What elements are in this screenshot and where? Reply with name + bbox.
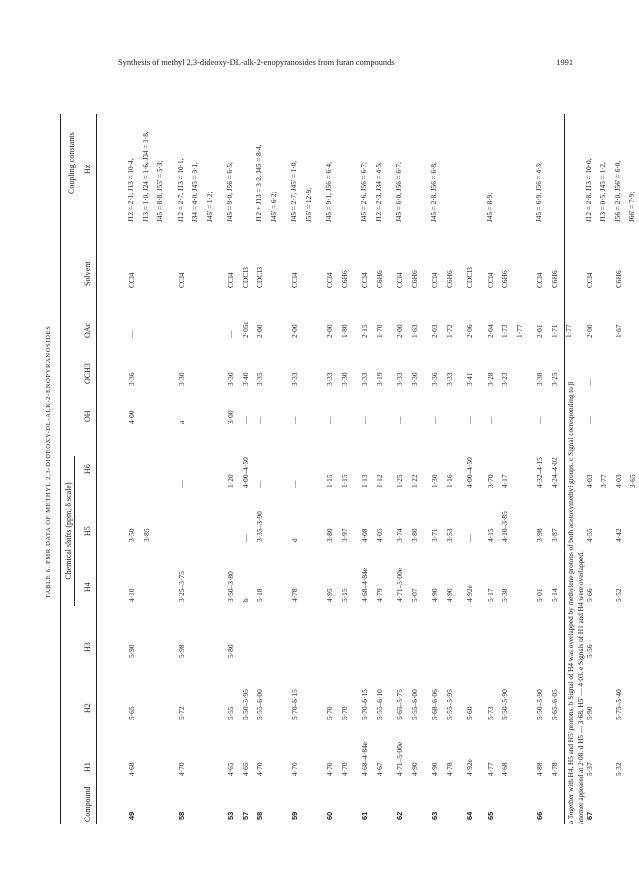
cell-h2: 5·65–5·75: [395, 689, 404, 720]
table-row: [143, 86, 153, 838]
cell-h6: 4·17: [500, 474, 509, 488]
cell-oac: —: [226, 330, 235, 338]
cell-oac: 1·77: [564, 324, 573, 338]
cell-solvent: CCl4: [395, 272, 404, 288]
cell-oac: 2·00: [290, 324, 299, 338]
cell-h5: 4·55: [584, 528, 594, 542]
cell-oh: —: [535, 416, 544, 424]
cell-h4: 4·10: [127, 588, 136, 602]
cell-h4: 5·14: [549, 588, 559, 602]
cell-h2: 5·50–5·90: [500, 689, 509, 720]
cell-oh: —: [360, 416, 369, 424]
cell-oh: —: [325, 416, 334, 424]
cell-h6: 4·00–4·50: [240, 457, 250, 488]
cell-h2: 5·50–5·90: [535, 689, 544, 720]
cell-compound: 57: [240, 811, 250, 820]
cell-h2: 5·70: [325, 706, 334, 720]
cell-coupling: J12 = 2·3, J34 = 4·5;: [374, 161, 383, 222]
cell-coupling: J45 = 2·7, J45' = 1·0,: [290, 160, 298, 222]
cell-h6: 3·77: [599, 474, 608, 488]
col-header-h2: H2: [83, 703, 92, 713]
cell-h2: 5·50–5·95: [240, 689, 250, 720]
cell-h4: b: [240, 598, 250, 602]
cell-compound: 61: [360, 811, 369, 820]
cell-h2: 5·70: [339, 706, 349, 720]
cell-oh: 4·00: [127, 410, 136, 424]
cell-coupling: J45 = 6·0, J56 = 6·7;: [395, 161, 403, 222]
col-header-h5: H5: [83, 526, 92, 536]
cell-coupling: J12 = 2·1, J13 = 10·4,: [127, 158, 135, 222]
cell-och3: 3·23: [500, 372, 509, 386]
cell-och3: 3·33: [360, 372, 369, 386]
table-row: [376, 86, 386, 838]
page-number: 1991: [556, 58, 573, 67]
cell-h4: 4·90: [444, 588, 454, 602]
cell-h1: 5·32: [613, 762, 623, 776]
cell-och3: 3·36: [127, 372, 136, 386]
cell-och3: 3·30: [409, 372, 419, 386]
cell-h1: 4·78: [444, 762, 454, 776]
running-head-title: Synthesis of methyl 2,3-dideoxy-DL-alk-2-enopyranosides from furan compounds: [118, 58, 395, 67]
cell-h6: 4·00–4·50: [465, 457, 474, 488]
cell-och3: 3·33: [395, 372, 404, 386]
cell-coupling: J45 = 2·6, J56 = 6·7;: [360, 161, 368, 222]
cell-h5: 3·97: [339, 528, 349, 542]
table-row: [431, 86, 441, 838]
cell-compound: 67: [584, 811, 594, 820]
cell-h1: 4·88: [535, 762, 544, 776]
table-row: [306, 86, 316, 838]
cell-h6: —: [176, 480, 186, 488]
cell-coupling: J66' = 7·9;: [628, 191, 636, 222]
cell-h1: 4·67: [374, 762, 384, 776]
cell-h4: 5·17: [485, 588, 495, 602]
cell-h4: 4·78: [290, 588, 299, 602]
cell-solvent: CCl4: [584, 272, 594, 288]
table-row: [207, 86, 217, 838]
cell-oac: 2·04: [485, 324, 495, 338]
col-header-och3: OCH3: [83, 363, 92, 384]
cell-och3: —: [584, 378, 594, 386]
cell-h6: —: [255, 480, 264, 488]
cell-h6: 4·24–4·02: [549, 457, 559, 488]
cell-och3: 3·33: [290, 372, 299, 386]
cell-oac: 1·72: [444, 324, 454, 338]
table-row: [411, 86, 421, 838]
table-row: [291, 86, 301, 838]
cell-h4: 4·95: [325, 588, 334, 602]
cell-h1: 4·70: [176, 762, 186, 776]
cell-h6: 1·12: [374, 474, 384, 488]
cell-coupling: J34 = 4·0, J45 = 3·1,: [191, 162, 199, 222]
cell-h4: 5·38: [500, 588, 509, 602]
cell-coupling: J12 = 2·8, J13 = 10·0,: [584, 158, 593, 222]
cell-h6: 1·25: [395, 474, 404, 488]
cell-oac: 2·00: [395, 324, 404, 338]
cell-solvent: C6H6: [339, 270, 349, 288]
cell-h6: 3·70: [485, 474, 495, 488]
cell-h1: 4·70: [255, 762, 264, 776]
cell-coupling: J12 + J13 = 3·2, J45 = 8·4,: [255, 144, 263, 222]
cell-solvent: CCl4: [127, 272, 136, 288]
table-row: [178, 86, 188, 838]
cell-coupling: J13 = 1·0, J24 = 1·6, J34 = 1·8,: [141, 131, 150, 222]
cell-h6: 4·03: [584, 474, 594, 488]
cell-coupling: J45' = 6·2;: [269, 191, 278, 222]
cell-compound: 58: [255, 811, 264, 820]
cell-oac: 2·06: [465, 324, 474, 338]
cell-och3: 3·30: [176, 372, 186, 386]
cell-h3: 5·90: [127, 644, 136, 658]
cell-h5: 3·85: [141, 528, 151, 542]
cell-h2: 5·55–6·00: [409, 689, 419, 720]
table-row: [487, 86, 497, 838]
table-row: [227, 86, 237, 838]
col-header-coupling-unit: Hz: [83, 164, 92, 174]
cell-h2: 5·73: [485, 706, 495, 720]
cell-h5: —: [240, 534, 250, 542]
cell-h4: 4·71–5·00e: [395, 567, 404, 602]
cell-coupling: J56 = 2·0, J56' = 6·0,: [613, 160, 622, 222]
cell-h6: 1·15: [339, 474, 349, 488]
rotated-table: [44, 86, 637, 838]
cell-oac: 1·73: [500, 324, 509, 338]
cell-och3: 3·33: [325, 372, 334, 386]
cell-och3: 3·30: [226, 372, 235, 386]
cell-h4: 5·18: [255, 588, 264, 602]
cell-h4: 3·50–3·80: [226, 571, 235, 602]
cell-oh: 3·00: [226, 410, 235, 424]
table-row: [466, 86, 476, 838]
cell-oh: —: [465, 416, 474, 424]
cell-h1: 4·70: [325, 762, 334, 776]
cell-solvent: C6H6: [549, 270, 559, 288]
cell-coupling: J45 = 6·9, J56 = 4·3;: [535, 161, 543, 222]
cell-h1: 4·92e: [465, 759, 474, 776]
col-header-oac: OAc: [83, 322, 92, 338]
table-row: [516, 86, 526, 838]
cell-oh: —: [430, 416, 439, 424]
cell-oh: —: [584, 416, 594, 424]
cell-h1: 4·68: [500, 762, 509, 776]
cell-oh: —: [485, 416, 495, 424]
table-caption: TABLE 6. PMR DATA OF METHYL 2,3-DIDEOXY-DL-ALK-2-ENOPYRANOSIDES: [45, 325, 52, 599]
cell-h2: 5·55–5·95: [444, 689, 454, 720]
cell-h5: 3·98: [535, 528, 544, 542]
cell-h5: 3·71: [430, 528, 439, 542]
cell-coupling: J45' = 1·2;: [205, 191, 214, 222]
cell-oh: —: [255, 416, 264, 424]
table-header-rule: [96, 114, 97, 824]
cell-compound: 60: [325, 811, 334, 820]
cell-solvent: CCl4: [485, 272, 495, 288]
cell-oac: 1·71: [549, 324, 559, 338]
table-row: [501, 86, 511, 838]
cell-h5: 3·50: [127, 528, 136, 542]
cell-solvent: CCl4: [325, 272, 334, 288]
cell-och3: 3·35: [255, 372, 264, 386]
cell-h2: 5·70–6·15: [360, 689, 369, 720]
cell-h2: 5·70–6·15: [290, 689, 299, 720]
table-top-rule: [60, 114, 61, 824]
cell-h1: 4·90: [409, 762, 419, 776]
cell-h1: 4·68–4·84e: [360, 741, 369, 776]
cell-h2: 5·60: [465, 706, 474, 720]
cell-h4: 4·90: [430, 588, 439, 602]
cell-h3: 5·80: [226, 644, 235, 658]
cell-oac: 2·00: [325, 324, 334, 338]
cell-coupling: J12 = 2·7, J13 = 10·1,: [176, 158, 185, 222]
cell-compound: 63: [430, 811, 439, 820]
cell-compound: 53: [226, 811, 235, 820]
table-footnotes: [566, 104, 586, 824]
cell-h6: 1·20: [226, 474, 235, 488]
cell-h2: 5·55–6·10: [374, 689, 384, 720]
table-row: [586, 86, 596, 838]
cell-compound: 62: [395, 811, 404, 820]
cell-h2: 5·90: [584, 706, 594, 720]
cell-h2: 5·65–6·05: [549, 689, 559, 720]
table-row: [242, 86, 252, 838]
cell-h2: 5·68–6·06: [430, 689, 439, 720]
cell-oac: —: [127, 330, 136, 338]
cell-solvent: CCl4: [176, 272, 186, 288]
cell-h1: 4·90: [430, 762, 439, 776]
cell-solvent: CCl4: [430, 272, 439, 288]
table-row: [600, 86, 610, 838]
cell-och3: 3·30: [339, 372, 349, 386]
cell-coupling: J45 = 9·1, J56 = 6·4;: [325, 161, 333, 222]
cell-och3: 3·25: [549, 372, 559, 386]
table-row: [361, 86, 371, 838]
cell-h3: 5·98: [176, 644, 186, 658]
table-row: [271, 86, 281, 838]
footnote-line: anomer appeared at 2·08. d H5 — 3·68, H5' — 4·03. e Signals of H1 and H4 were overlapped.: [577, 551, 585, 824]
cell-h5: 3·35–3·90: [255, 511, 264, 542]
cell-h1: 4·71–5·00e: [395, 741, 404, 776]
cell-coupling: J45 = 2·8, J56 = 6·8;: [430, 161, 438, 222]
cell-h4: 4·79: [374, 588, 384, 602]
cell-oac: 1·67: [613, 324, 623, 338]
table-row: [551, 86, 561, 838]
cell-h4: 3·25–3·75: [176, 571, 186, 602]
table-row: [615, 86, 625, 838]
table-row: [341, 86, 351, 838]
cell-solvent: C6H6: [500, 270, 509, 288]
col-header-h1: H1: [83, 762, 92, 772]
cell-solvent: CDCl3: [255, 267, 264, 288]
table-row: [256, 86, 266, 838]
cell-h5: 4·05: [374, 528, 384, 542]
table-row: [629, 86, 639, 838]
table-row: [192, 86, 202, 838]
cell-h5: 3·80: [409, 528, 419, 542]
cell-h6: 4·03: [613, 474, 623, 488]
cell-oac: 2·01: [535, 324, 544, 338]
table-row: [396, 86, 406, 838]
table-row: [157, 86, 167, 838]
cell-h6: 4·32–4·15: [535, 457, 544, 488]
col-header-h4: H4: [83, 582, 92, 592]
cell-h4: 5·52: [613, 588, 623, 602]
cell-h4: 5·15: [339, 588, 349, 602]
cell-h2: 5·55–6·00: [255, 689, 264, 720]
cell-h1: 4·77: [485, 762, 495, 776]
cell-h5: 3·80: [325, 528, 334, 542]
cell-coupling: J45 = 8·8, J55' = 5·3;: [156, 160, 164, 222]
cell-h5: 4·10–3·85: [500, 511, 509, 542]
cell-och3: 3·40: [240, 372, 250, 386]
cell-oac: 2·03: [430, 324, 439, 338]
cell-solvent: C6H6: [374, 270, 384, 288]
cell-oac: 1·70: [374, 324, 384, 338]
cell-h5: 4·42: [613, 528, 623, 542]
cell-och3: 3·19: [374, 372, 384, 386]
cell-compound: 64: [465, 811, 474, 820]
chemical-shift-group-header: Chemical shifts (ppm, δ scale): [65, 456, 75, 606]
table-row: [326, 86, 336, 838]
coupling-group-header: Coupling constants: [67, 132, 76, 194]
cell-h6: 1·16: [444, 474, 454, 488]
cell-h4: 5·07: [409, 588, 419, 602]
cell-h1: 4·70: [290, 762, 299, 776]
cell-h6: 1·30: [430, 474, 439, 488]
cell-oac: 2·00: [584, 324, 594, 338]
cell-compound: 58: [176, 811, 186, 820]
cell-och3: 3·28: [485, 372, 495, 386]
cell-och3: 3·36: [430, 372, 439, 386]
cell-h1: 4·65: [240, 762, 250, 776]
cell-compound: 65: [485, 811, 495, 820]
cell-compound: 49: [127, 811, 136, 820]
col-header-solvent: Solvent: [83, 261, 92, 286]
cell-h6: 1·13: [360, 474, 369, 488]
cell-oac: 1·77: [514, 324, 524, 338]
cell-h6: 1·15: [325, 474, 334, 488]
cell-solvent: CDCl3: [240, 267, 250, 288]
cell-h4: 4·68–4·84e: [360, 567, 369, 602]
cell-h3: 5·56: [584, 644, 594, 658]
cell-oac: 2·05c: [240, 321, 250, 338]
cell-och3: 3·33: [444, 372, 454, 386]
cell-h1: 4·70: [339, 762, 349, 776]
cell-h4: 5·01: [535, 588, 544, 602]
cell-oac: 1·80: [339, 324, 349, 338]
cell-solvent: CCl4: [226, 272, 235, 288]
cell-h4: 4·92e: [465, 585, 474, 602]
cell-h2: 5·65: [127, 706, 136, 720]
cell-h1: 4·68: [127, 762, 136, 776]
cell-solvent: C6H6: [613, 270, 623, 288]
cell-oac: 2·00: [255, 324, 264, 338]
cell-coupling: J13 = 0·5, J45 = 1·2,: [599, 162, 607, 222]
table-row: [446, 86, 456, 838]
cell-solvent: CCl4: [360, 272, 369, 288]
cell-h5: 3·74: [395, 528, 404, 542]
cell-solvent: CCl4: [290, 272, 299, 288]
col-header-compound: Compound: [83, 786, 92, 822]
cell-solvent: CDCl3: [465, 267, 474, 288]
cell-h5: 3·87: [549, 528, 559, 542]
cell-oh: a: [176, 420, 186, 424]
running-head: [118, 58, 573, 72]
cell-compound: 66: [535, 811, 544, 820]
cell-solvent: C6H6: [444, 270, 454, 288]
cell-h6: —: [290, 480, 299, 488]
cell-oh: —: [290, 416, 299, 424]
cell-coupling: J45 = 8·9;: [485, 192, 494, 222]
cell-h5: d: [290, 538, 299, 542]
cell-oac: 1·63: [409, 324, 419, 338]
cell-oh: —: [240, 416, 250, 424]
cell-solvent: C6H6: [409, 270, 419, 288]
cell-compound: 59: [290, 811, 299, 820]
cell-h5: —: [465, 534, 474, 542]
cell-coupling: J45 = 9·0, J56 = 6·5;: [226, 161, 234, 222]
cell-h1: 4·65: [226, 762, 235, 776]
cell-coupling: J55' = 12·9;: [304, 187, 313, 222]
cell-oac: 2·15: [360, 324, 369, 338]
table-bottom-rule: [564, 114, 565, 824]
cell-h1: 4·78: [549, 762, 559, 776]
cell-h2: 5·72: [176, 706, 186, 720]
table-row: [536, 86, 546, 838]
table-row: [128, 86, 138, 838]
col-header-oh: OH: [83, 410, 92, 422]
cell-h4: 5·66: [584, 588, 594, 602]
cell-h1: 5·37: [584, 762, 594, 776]
cell-h2: 5·55: [226, 706, 235, 720]
cell-och3: 3·41: [465, 372, 474, 386]
cell-h2: 5·75–5·40: [613, 689, 623, 720]
cell-solvent: CCl4: [535, 272, 544, 288]
col-header-h3: H3: [83, 642, 92, 652]
cell-h5: 4·15: [485, 528, 495, 542]
cell-h6: 3·65: [628, 474, 637, 488]
cell-h6: 1·22: [409, 474, 419, 488]
cell-och3: 3·38: [535, 372, 544, 386]
footnote-line: a Together with H4, H5 and H5' protons. b Signal of H4 was overlapped by methylene protons of both acetoxymethyl groups. c Signal corresponding to β: [567, 381, 575, 824]
cell-h5: 4·08: [360, 528, 369, 542]
cell-h5: 3·53: [444, 528, 454, 542]
col-header-h6: H6: [83, 464, 92, 474]
cell-oh: —: [395, 416, 404, 424]
